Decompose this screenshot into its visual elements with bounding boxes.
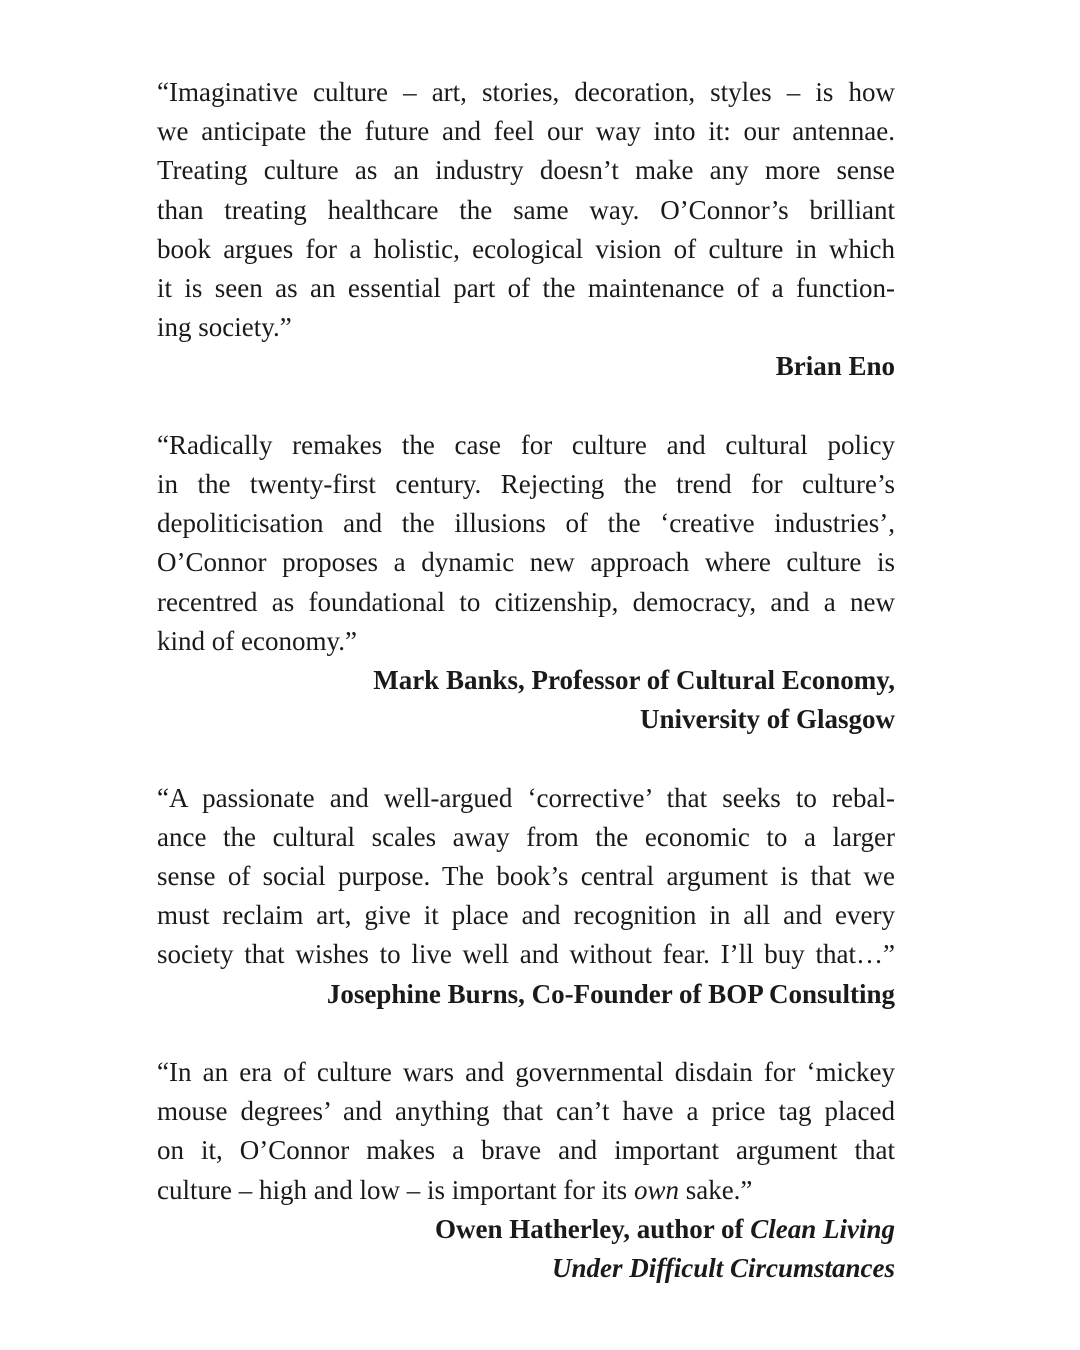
spacer bbox=[157, 739, 895, 778]
quote-line: than treating healthcare the same way. O’Connor’s brilliant bbox=[157, 194, 895, 225]
blurb-page bbox=[157, 73, 895, 1288]
quote-line: we anticipate the future and feel our way into it: our antennae. bbox=[157, 116, 895, 147]
quote-line: “A passionate and well-argued ‘corrective’ that seeks to rebal- bbox=[157, 782, 895, 813]
attribution-line bbox=[157, 1210, 895, 1249]
quote-line: on it, O’Connor makes a brave and important argument that bbox=[157, 1135, 895, 1166]
quote-line: ing society.” bbox=[157, 312, 292, 343]
blurb-quote bbox=[157, 779, 895, 975]
blurb-quote bbox=[157, 1053, 895, 1210]
quote-line bbox=[157, 1171, 895, 1210]
blurb-eno bbox=[157, 73, 895, 387]
blurb-attribution bbox=[157, 1210, 895, 1288]
blurb-quote bbox=[157, 73, 895, 347]
blurb-banks bbox=[157, 426, 895, 740]
quote-line: “Imaginative culture – art, stories, decoration, styles – is how bbox=[157, 77, 895, 107]
attribution-line: Mark Banks, Professor of Cultural Economy, bbox=[373, 665, 895, 696]
quote-line: sense of social purpose. The book’s central argument is that we bbox=[157, 861, 895, 892]
attribution-name: Owen Hatherley, author of bbox=[435, 1213, 751, 1244]
blurb-hatherley bbox=[157, 1053, 895, 1288]
quote-text: culture – high and low – is important for its bbox=[157, 1174, 634, 1205]
quote-line: depoliticisation and the illusions of the ‘creative industries’, bbox=[157, 508, 895, 539]
quote-line: ance the cultural scales away from the economic to a larger bbox=[157, 821, 895, 852]
book-title: Under Difficult Circumstances bbox=[551, 1253, 895, 1284]
quote-line: recentred as foundational to citizenship, democracy, and a new bbox=[157, 586, 895, 617]
quote-line: must reclaim art, give it place and recognition in all and every bbox=[157, 900, 895, 931]
quote-emphasis: own bbox=[633, 1174, 679, 1205]
quote-line: Treating culture as an industry doesn’t make any more sense bbox=[157, 155, 895, 186]
quote-text: sake.” bbox=[678, 1174, 753, 1205]
book-title: Clean Living bbox=[750, 1213, 895, 1244]
quote-line: society that wishes to live well and without fear. I’ll buy that…” bbox=[157, 939, 895, 970]
attribution-line: Josephine Burns, Co-Founder of BOP Consulting bbox=[326, 978, 895, 1009]
quote-line: in the twenty-first century. Rejecting the trend for culture’s bbox=[157, 469, 895, 500]
quote-line: “Radically remakes the case for culture and cultural policy bbox=[157, 429, 895, 460]
quote-line: kind of economy.” bbox=[157, 625, 357, 656]
blurb-quote bbox=[157, 426, 895, 661]
attribution-line: University of Glasgow bbox=[640, 704, 895, 735]
quote-line: “In an era of culture wars and governmental disdain for ‘mickey bbox=[157, 1057, 895, 1088]
quote-line: book argues for a holistic, ecological vision of culture in which bbox=[157, 233, 895, 264]
blurb-burns bbox=[157, 779, 895, 1014]
blurb-attribution bbox=[157, 661, 895, 739]
attribution-line: Brian Eno bbox=[775, 351, 895, 382]
quote-line: O’Connor proposes a dynamic new approach where culture is bbox=[157, 547, 895, 578]
quote-line: mouse degrees’ and anything that can’t have a price tag placed bbox=[157, 1096, 895, 1127]
quote-line: it is seen as an essential part of the maintenance of a function- bbox=[157, 273, 895, 304]
blurb-attribution bbox=[157, 975, 895, 1014]
spacer bbox=[157, 387, 895, 426]
spacer bbox=[157, 1014, 895, 1053]
blurb-attribution bbox=[157, 347, 895, 386]
